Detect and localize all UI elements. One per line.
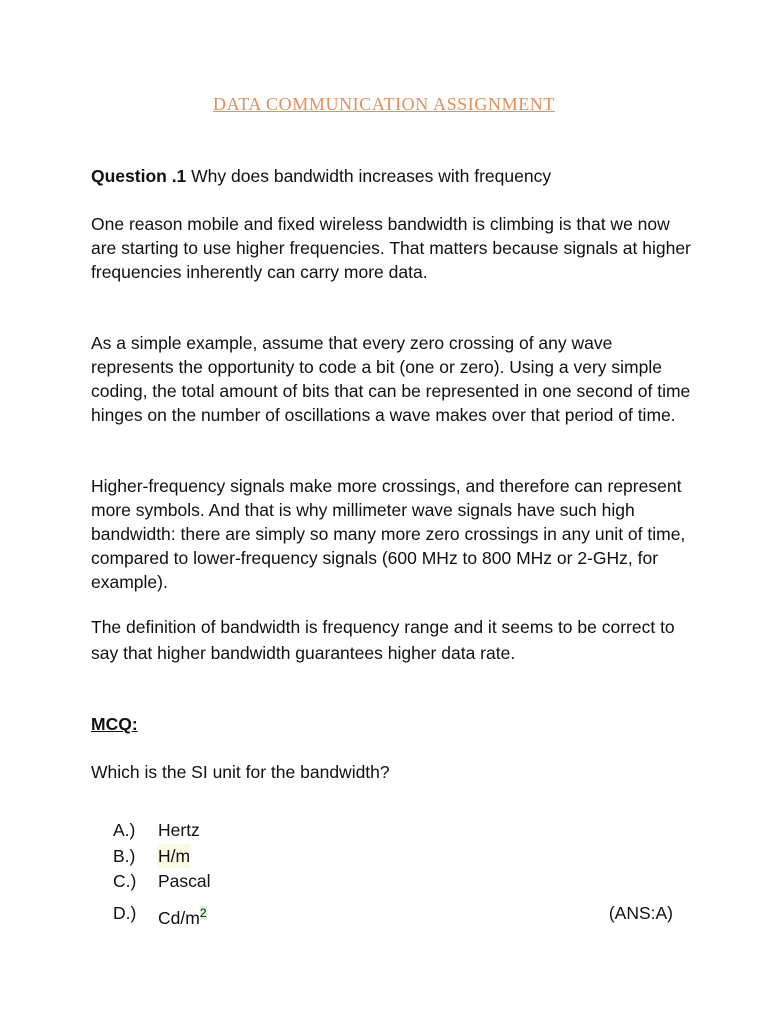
option-a-letter: A.) — [113, 820, 136, 840]
mcq-question: Which is the SI unit for the bandwidth? — [91, 762, 390, 782]
option-d-superscript: 2 — [199, 905, 207, 920]
option-b-letter: B.) — [113, 845, 136, 866]
option-b — [113, 844, 673, 870]
option-d-text: Cd/m — [158, 907, 200, 928]
option-a — [113, 818, 673, 844]
option-a-text: Hertz — [158, 820, 200, 840]
paragraph-1: One reason mobile and fixed wireless bandwidth is climbing is that we now are starting to use higher frequencies. That matters because signals at higher frequencies inherently can carry more data. — [91, 214, 691, 282]
document-title: DATA COMMUNICATION ASSIGNMENT — [213, 94, 555, 114]
paragraph-3: Higher-frequency signals make more crossings, and therefore can represent more symbols. And that is why millimeter wave signals have such high bandwidth: there are simply so many more zero crossings in any unit of time, compared to lower-frequency signals (600 MHz to 800 MHz or 2-GHz, for example). — [91, 476, 686, 592]
option-d-letter: D.) — [113, 902, 137, 923]
option-b-text: H/m — [158, 845, 191, 866]
option-d — [113, 901, 673, 927]
question-1-label: Question .1 — [91, 166, 187, 186]
option-c-letter: C.) — [113, 871, 137, 891]
paragraph-4: The definition of bandwidth is frequency range and it seems to be correct to say that higher bandwidth guarantees higher data rate. — [91, 617, 675, 663]
mcq-options — [113, 818, 673, 926]
paragraph-2: As a simple example, assume that every zero crossing of any wave represents the opportunity to code a bit (one or zero). Using a very simple coding, the total amount of bits that can be represented in one second of time hinges on the number of oscillations a wave makes over that period of time. — [91, 333, 691, 425]
question-1-text: Why does bandwidth increases with frequency — [186, 166, 552, 186]
question-1 — [91, 164, 691, 188]
option-d-text-wrap — [158, 901, 207, 930]
option-c — [113, 869, 673, 895]
option-c-text: Pascal — [158, 871, 211, 891]
mcq-heading: MCQ: — [91, 714, 138, 734]
answer-key: (ANS:A) — [608, 902, 673, 923]
